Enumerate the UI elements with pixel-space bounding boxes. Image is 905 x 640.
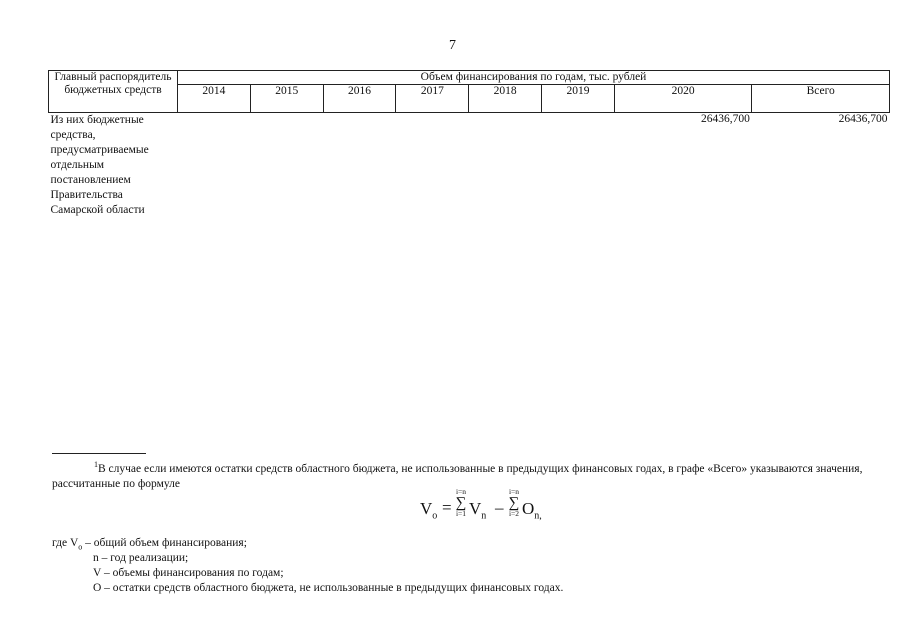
cell-2018	[469, 113, 542, 219]
sigma-symbol: ∑	[455, 495, 467, 511]
cell-2020: 26436,700	[701, 113, 750, 125]
header-year-2014: 2014	[178, 85, 251, 113]
sum-sign-2	[507, 488, 521, 518]
funding-table	[48, 70, 890, 218]
cell-2017	[396, 113, 469, 219]
definition-yearly-volumes: V – объемы финансирования по годам;	[93, 567, 284, 579]
footnote-divider	[52, 453, 146, 454]
cell-total: 26436,700	[838, 113, 888, 125]
cell-2014	[178, 113, 251, 219]
header-year-2020: 2020	[614, 85, 752, 113]
sum-sign-1	[454, 488, 468, 518]
table-row	[49, 113, 890, 219]
sum1-upper-limit: i=n	[455, 487, 467, 496]
sum2-lower-limit: i=2	[508, 509, 520, 518]
sum1-lower-limit: i=1	[455, 509, 467, 518]
definition-total-volume: где $V_o$ – общий объем финансирования;	[52, 537, 247, 552]
formula-minus: –	[495, 498, 504, 517]
page-number: 7	[449, 38, 456, 53]
table-header-row	[49, 71, 890, 85]
cell-2019	[542, 113, 615, 219]
formula-remainders: $O_{n,}$	[522, 499, 542, 522]
header-year-2018: 2018	[469, 85, 542, 113]
header-year-2015: 2015	[250, 85, 323, 113]
cell-2016	[323, 113, 396, 219]
formula-yearly-volume: $V_n$	[469, 499, 487, 522]
sigma-symbol: ∑	[508, 495, 520, 511]
definition-year: n – год реализации;	[93, 552, 189, 564]
header-year-2016: 2016	[323, 85, 396, 113]
formula-equals: =	[442, 498, 452, 517]
header-distributor: Главный распорядитель бюджетных средств	[49, 71, 178, 113]
formula-total-volume: $V_o$	[420, 499, 438, 522]
header-year-2017: 2017	[396, 85, 469, 113]
header-year-2019: 2019	[542, 85, 615, 113]
definition-remainders: O – остатки средств областного бюджета, не использованные в предыдущих финансовых годах.	[93, 582, 564, 594]
formula	[420, 486, 580, 530]
sum2-upper-limit: i=n	[508, 487, 520, 496]
cell-2015	[250, 113, 323, 219]
row-label: Из них бюджетные средства, предусматриваемые отдельным постановлением Правительства Самарской области	[50, 114, 149, 216]
header-total: Всего	[752, 85, 890, 113]
footnote-marker: 1	[94, 460, 98, 469]
header-funding-volume: Объем финансирования по годам, тыс. рублей	[178, 71, 890, 85]
footnote-body: В случае если имеются остатки средств областного бюджета, не использованные в предыдущих финансовых годах, в графе «Всего» указываются значения, рассчитанные по формуле	[52, 462, 863, 490]
